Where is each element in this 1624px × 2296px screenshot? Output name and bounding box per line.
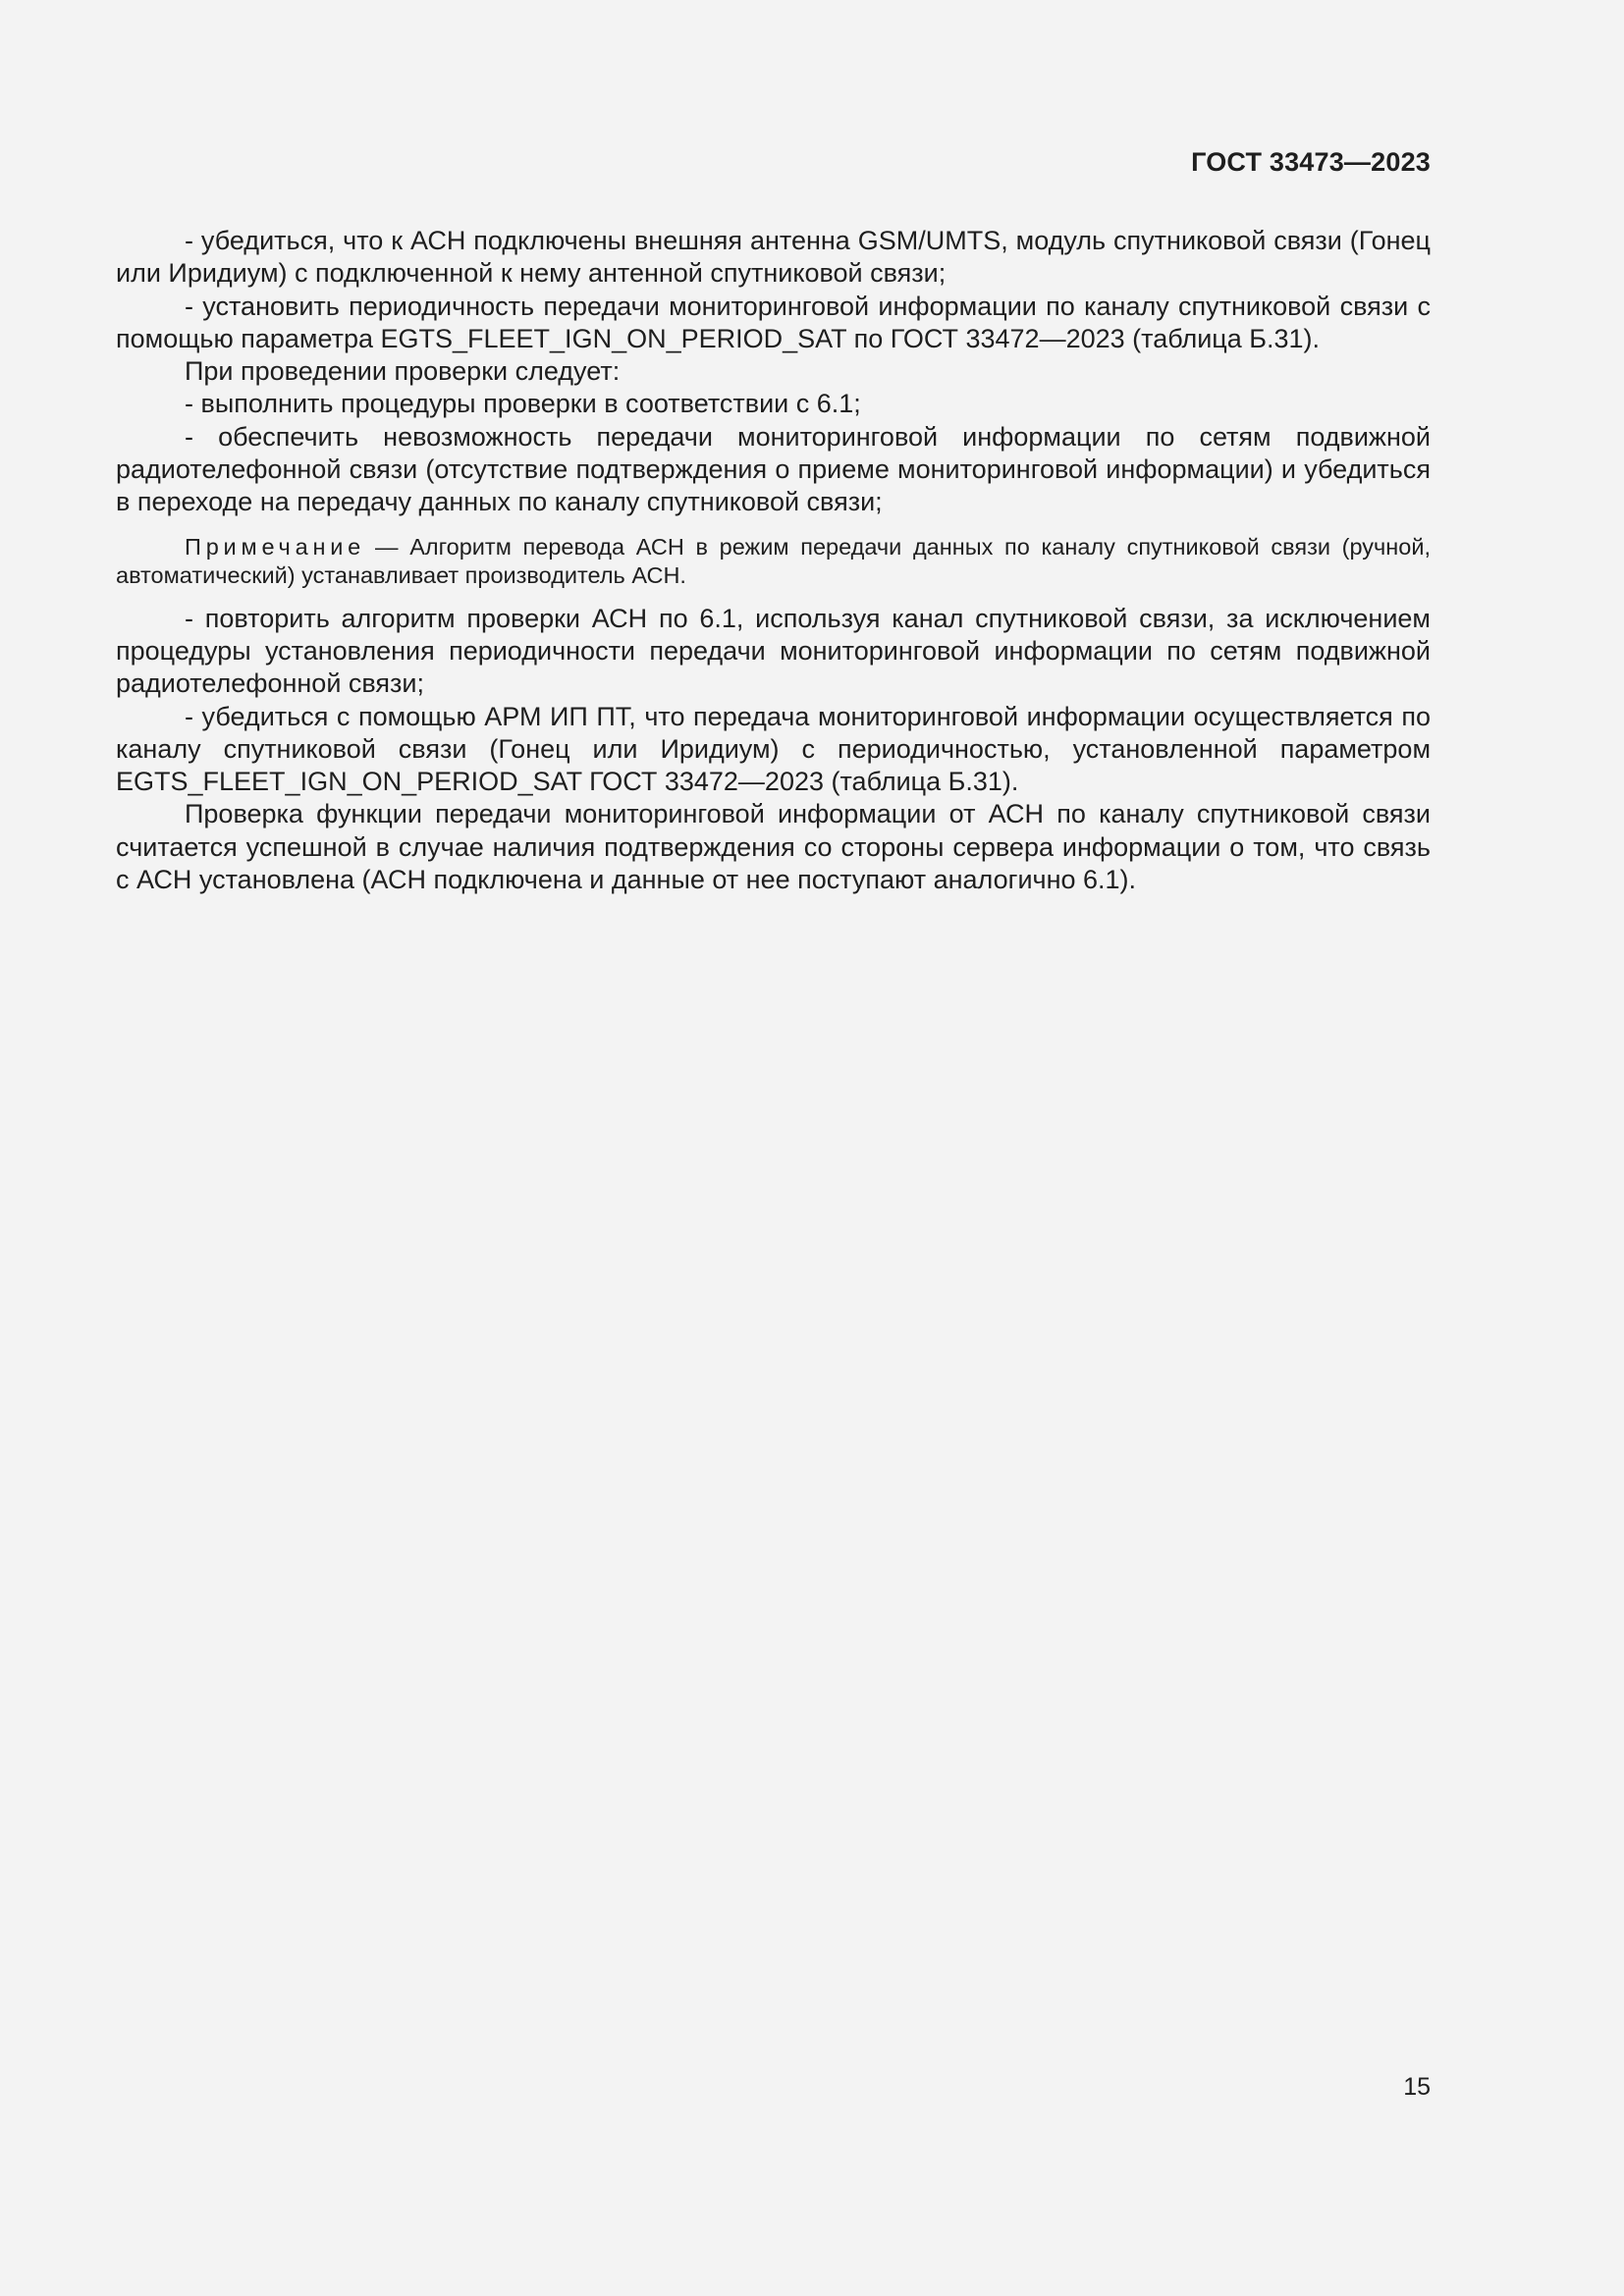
paragraph-disable-mobile-network: - обеспечить невозможность передачи мониторинговой информации по сетям подвижной радиотелефонной связи (отсутствие подтверждения о приеме мониторинговой информации) и убедиться в переходе на передачу данных по каналу спутниковой связи; — [116, 421, 1431, 517]
note-label: Примечание — [185, 533, 366, 560]
paragraph-perform-checks: - выполнить процедуры проверки в соответствии с 6.1; — [185, 389, 861, 419]
paragraph-check-antenna: - убедиться, что к АСН подключены внешняя антенна GSM/UMTS, модуль спутниковой связи (Гонец или Иридиум) с подключенной к нему антенной спутниковой связи; — [116, 226, 1431, 289]
document-code-header: ГОСТ 33473—2023 — [1191, 147, 1431, 177]
note-text: — Алгоритм перевода АСН в режим передачи данных по каналу спутниковой связи (ручной, автоматический) устанавливает производитель АСН. — [116, 533, 1431, 588]
page-number: 15 — [1403, 2073, 1431, 2101]
paragraph-repeat-algorithm: - повторить алгоритм проверки АСН по 6.1, используя канал спутниковой связи, за исключением процедуры установления периодичности передачи мониторинговой информации по сетям подвижной радиотелефонной связи; — [116, 603, 1431, 699]
paragraph-verify-satellite-transfer: - убедиться с помощью АРМ ИП ПТ, что передача мониторинговой информации осуществляется по каналу спутниковой связи (Гонец или Иридиум) с периодичностью, установленной параметром EGTS_FLEET_IGN_ON_PERIOD_SAT ГОСТ 33472—2023 (таблица Б.31). — [116, 701, 1431, 797]
paragraph-procedure-intro: При проведении проверки следует: — [185, 356, 621, 387]
paragraph-success-criteria: Проверка функции передачи мониторинговой информации от АСН по каналу спутниковой связи считается успешной в случае наличия подтверждения со стороны сервера информации о том, что связь с АСН установлена (АСН подключена и данные от нее поступают аналогично 6.1). — [116, 799, 1431, 895]
document-body — [116, 225, 1431, 896]
paragraph-set-periodicity: - установить периодичность передачи мониторинговой информации по каналу спутниковой связи с помощью параметра EGTS_FLEET_IGN_ON_PERIOD_SAT по ГОСТ 33472—2023 (таблица Б.31). — [116, 291, 1431, 353]
note-block — [116, 533, 1431, 590]
